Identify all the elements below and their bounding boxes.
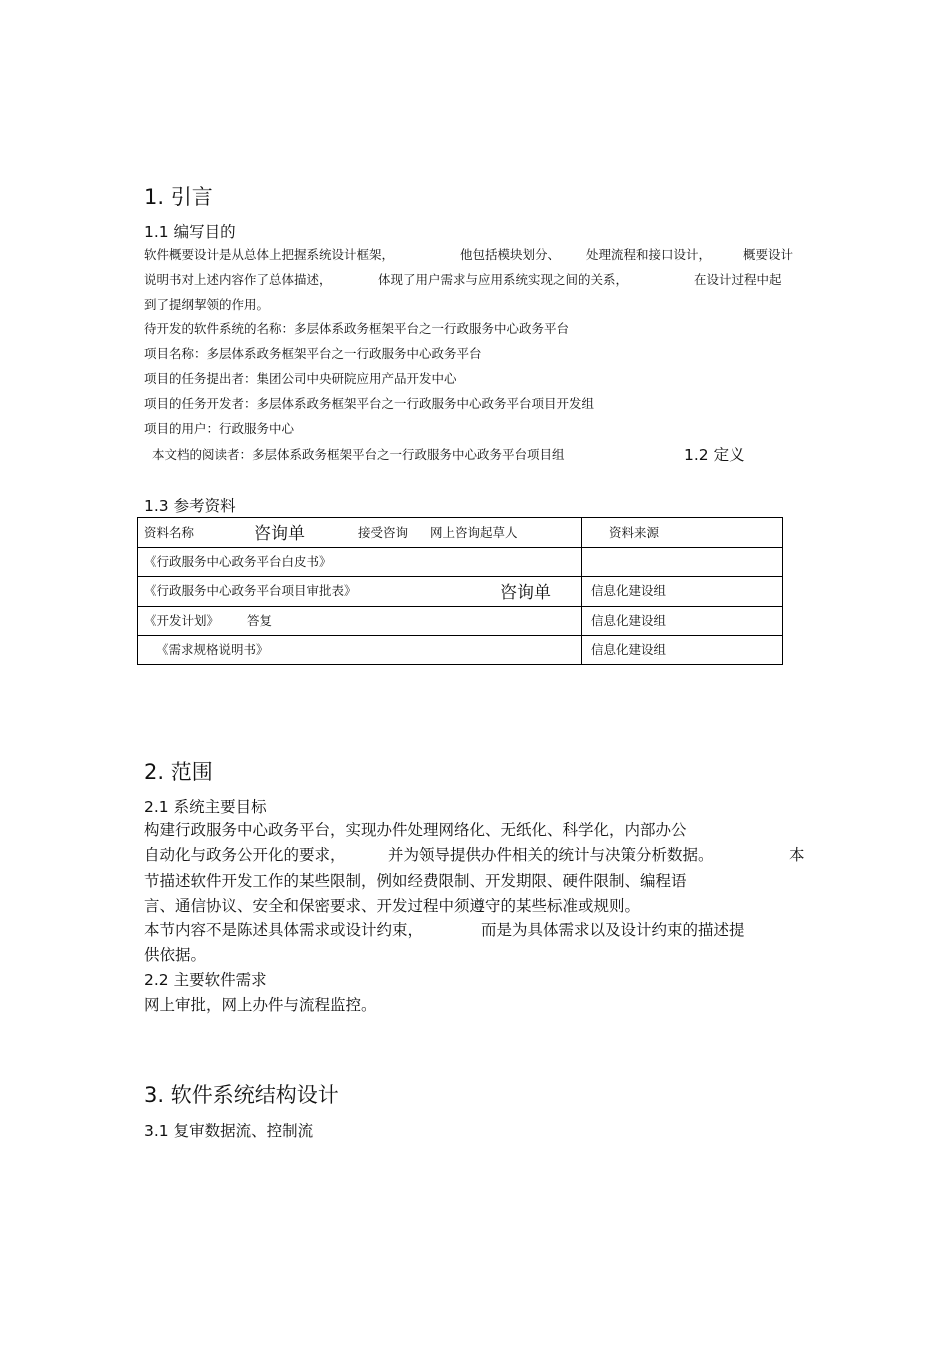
info-line: 待开发的软件系统的名称：多层体系政务框架平台之一行政服务中心政务平台 bbox=[144, 321, 570, 336]
section-1-1-title: 1.1 编写目的 bbox=[144, 223, 236, 241]
section-3-1-title: 3.1 复审数据流、控制流 bbox=[144, 1122, 314, 1140]
section-1-3-title: 1.3 参考资料 bbox=[144, 497, 236, 515]
table-row-source: 信息化建设组 bbox=[591, 642, 667, 657]
goal-text: 供依据。 bbox=[144, 946, 207, 964]
section-2-2-title: 2.2 主要软件需求 bbox=[144, 971, 267, 989]
table-header-consult-form: 咨询单 bbox=[254, 524, 305, 544]
goal-text: 节描述软件开发工作的某些限制，例如经费限制、开发期限、硬件限制、编程语 bbox=[144, 872, 687, 890]
reference-table bbox=[137, 517, 783, 665]
section-1-2-title: 1.2 定义 bbox=[684, 446, 745, 464]
section-1-title: 1. 引言 bbox=[144, 185, 213, 209]
goal-text: 并为领导提供办件相关的统计与决策分析数据。 bbox=[388, 846, 714, 864]
table-column-divider bbox=[581, 518, 582, 664]
section-2-title: 2. 范围 bbox=[144, 760, 213, 784]
goal-text: 言、通信协议、安全和保密要求、开发过程中须遵守的某些标准或规则。 bbox=[144, 897, 641, 915]
purpose-text: 处理流程和接口设计， bbox=[586, 247, 712, 262]
purpose-text: 概要设计 bbox=[743, 247, 794, 262]
goal-text: 本 bbox=[789, 846, 805, 864]
table-row-extra: 答复 bbox=[247, 613, 273, 628]
section-3-title: 3. 软件系统结构设计 bbox=[144, 1083, 339, 1107]
purpose-text: 他包括模块划分、 bbox=[460, 247, 561, 262]
purpose-text: 在设计过程中起 bbox=[694, 272, 782, 287]
table-row-source: 信息化建设组 bbox=[591, 583, 667, 598]
section-2-1-title: 2.1 系统主要目标 bbox=[144, 798, 267, 816]
purpose-text: 软件概要设计是从总体上把握系统设计框架， bbox=[144, 247, 395, 262]
info-line: 项目名称：多层体系政务框架平台之一行政服务中心政务平台 bbox=[144, 346, 482, 361]
table-header-accept: 接受咨询 bbox=[358, 525, 409, 540]
purpose-text: 到了提纲挈领的作用。 bbox=[144, 297, 270, 312]
goal-text: 自动化与政务公开化的要求， bbox=[144, 846, 346, 864]
table-header-source: 资料来源 bbox=[609, 525, 660, 540]
table-row-name: 《行政服务中心政务平台白皮书》 bbox=[144, 554, 332, 569]
table-header-drafter: 网上咨询起草人 bbox=[430, 525, 518, 540]
info-line: 项目的任务提出者：集团公司中央研院应用产品开发中心 bbox=[144, 371, 457, 386]
table-row-name: 《行政服务中心政务平台项目审批表》 bbox=[144, 583, 357, 598]
table-divider bbox=[138, 606, 782, 607]
requirement-text: 网上审批，网上办件与流程监控。 bbox=[144, 996, 377, 1014]
goal-text: 构建行政服务中心政务平台，实现办件处理网络化、无纸化、科学化，内部办公 bbox=[144, 821, 687, 839]
purpose-text: 体现了用户需求与应用系统实现之间的关系， bbox=[378, 272, 629, 287]
table-row-name: 《需求规格说明书》 bbox=[156, 642, 269, 657]
table-row-name: 《开发计划》 bbox=[144, 613, 220, 628]
info-line: 项目的任务开发者：多层体系政务框架平台之一行政服务中心政务平台项目开发组 bbox=[144, 396, 595, 411]
table-divider bbox=[138, 547, 782, 548]
info-line: 本文档的阅读者：多层体系政务框架平台之一行政服务中心政务平台项目组 bbox=[152, 447, 565, 462]
table-row-source: 信息化建设组 bbox=[591, 613, 667, 628]
table-divider bbox=[138, 635, 782, 636]
table-row-extra: 咨询单 bbox=[500, 583, 551, 603]
goal-text: 本节内容不是陈述具体需求或设计约束， bbox=[144, 921, 424, 939]
info-line: 项目的用户：行政服务中心 bbox=[144, 421, 295, 436]
table-header-name: 资料名称 bbox=[144, 525, 195, 540]
table-divider bbox=[138, 576, 782, 577]
goal-text: 而是为具体需求以及设计约束的描述提 bbox=[481, 921, 745, 939]
purpose-text: 说明书对上述内容作了总体描述， bbox=[144, 272, 332, 287]
